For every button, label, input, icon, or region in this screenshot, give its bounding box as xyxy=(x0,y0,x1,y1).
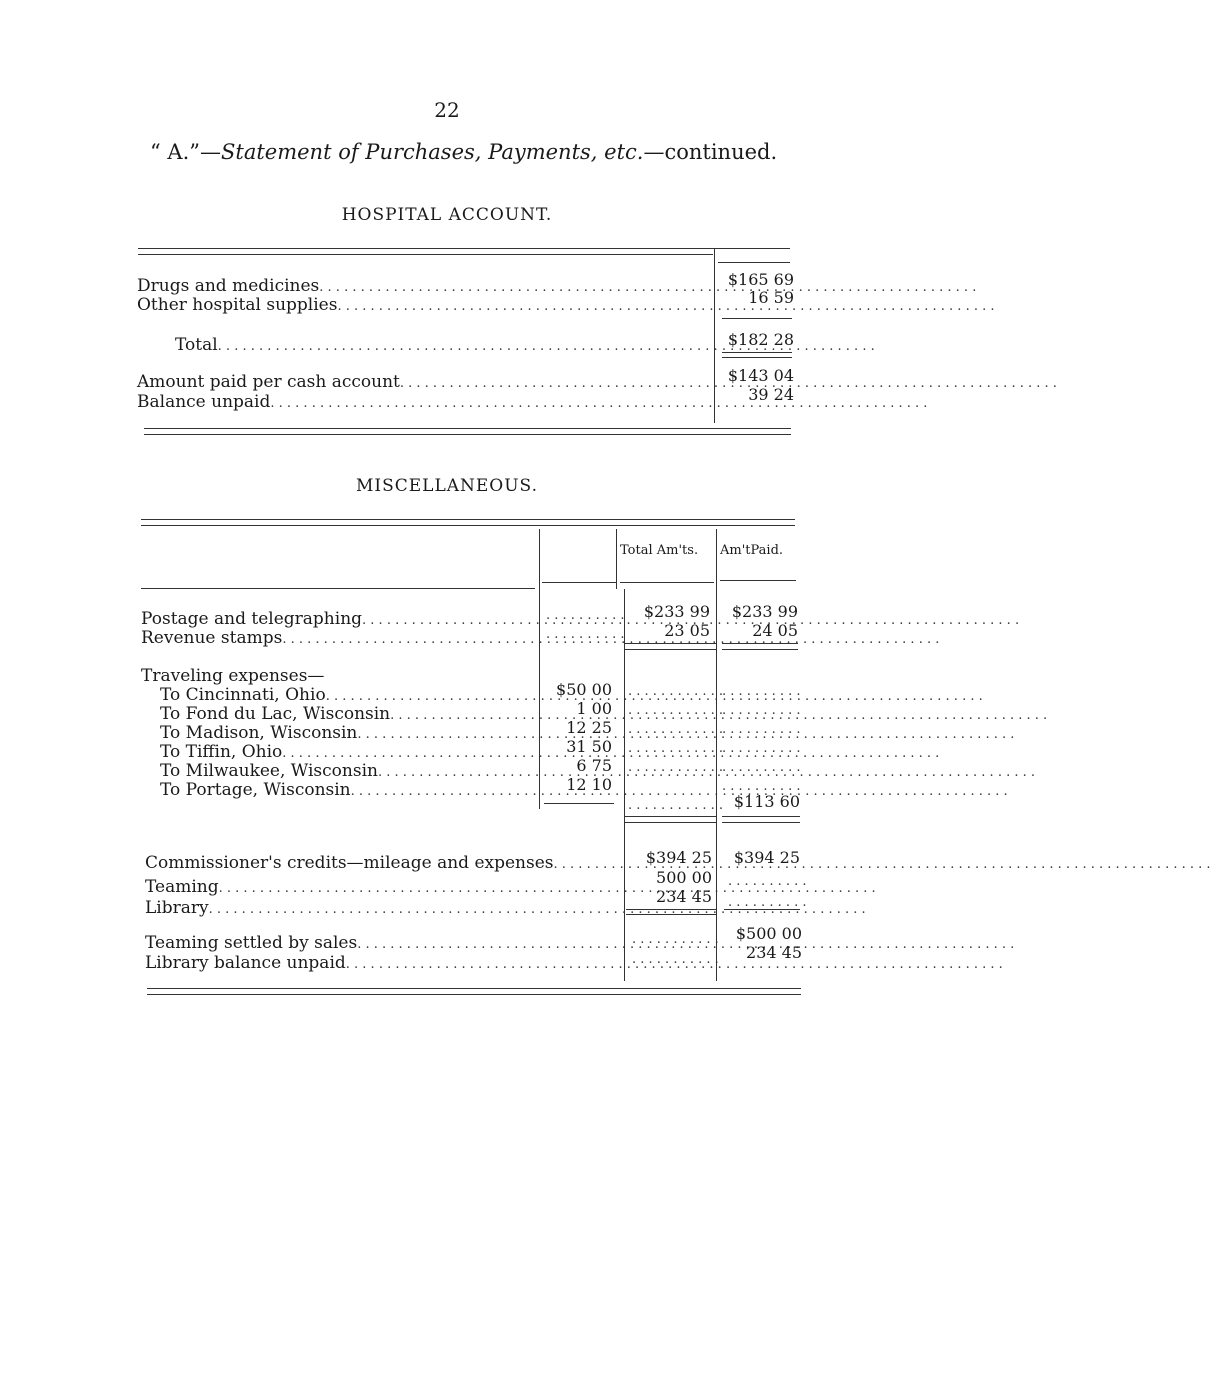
travel-amount: 12 25 xyxy=(566,718,612,737)
empty-cell: . . . . . . . . . . xyxy=(728,874,807,889)
travel-amount: 31 50 xyxy=(566,737,612,756)
empty-cell: . . . . . . . . . . . xyxy=(632,932,719,947)
rule xyxy=(147,994,801,995)
page-heading xyxy=(150,140,777,164)
rule xyxy=(722,352,792,353)
empty-cell: . . . . . . . . . . xyxy=(722,779,801,794)
rule xyxy=(138,248,790,249)
page-number: 22 xyxy=(434,98,460,122)
empty-cell: . . . . . . . . . . xyxy=(722,684,801,699)
hospital-amount: 16 59 xyxy=(748,288,794,307)
col-header-paid: Am'tPaid. xyxy=(720,543,784,558)
misc-total: $394 25 xyxy=(645,848,712,867)
misc-row: Teaming . . . xyxy=(145,878,620,898)
rule xyxy=(624,816,716,817)
rule xyxy=(624,649,716,650)
empty-cell: . . . . . . . . . . . . xyxy=(628,722,724,737)
rule xyxy=(626,914,716,915)
rule xyxy=(624,822,716,823)
misc-row: Teaming settled by sales . . . xyxy=(145,934,620,954)
hospital-total-row: Total . . . xyxy=(175,336,709,356)
travel-item: To Milwaukee, Wisconsin . . . xyxy=(160,762,537,782)
empty-cell: . . . . . . . . . . . . xyxy=(628,741,724,756)
hospital-amount: $165 69 xyxy=(727,270,794,289)
rule xyxy=(144,434,791,435)
rule xyxy=(722,649,798,650)
rule xyxy=(626,909,716,910)
rule xyxy=(722,318,792,319)
misc-paid: $394 25 xyxy=(733,848,800,867)
travel-item: To Fond du Lac, Wisconsin . . . xyxy=(160,705,537,725)
rule xyxy=(724,909,800,910)
rule xyxy=(722,357,792,358)
heading-prefix: “ A.”— xyxy=(150,140,221,164)
rule xyxy=(138,254,713,255)
hospital-row: Balance unpaid . . . xyxy=(137,393,709,413)
misc-row: Commissioner's credits—mileage and expenses . . . xyxy=(145,854,620,874)
rule xyxy=(718,262,790,263)
hospital-amount: 39 24 xyxy=(748,385,794,404)
misc-row: Postage and telegraphing . . . xyxy=(141,610,537,630)
hospital-amount: $143 04 xyxy=(727,366,794,385)
misc-title: MISCELLANEOUS. xyxy=(355,476,539,496)
empty-cell: . . . . . . . . . . xyxy=(546,627,625,642)
rule xyxy=(141,525,795,526)
misc-total: $233 99 xyxy=(643,602,710,621)
empty-cell: . . . . . . . . . . xyxy=(722,722,801,737)
rule xyxy=(722,822,800,823)
misc-total: 23 05 xyxy=(664,621,710,640)
empty-cell: . . . . . . . . . . . . xyxy=(628,760,724,775)
empty-cell: . . . . . . . . . . xyxy=(722,741,801,756)
rule xyxy=(144,428,791,429)
rule xyxy=(544,803,614,804)
rule xyxy=(542,582,616,583)
travel-heading: Traveling expenses— xyxy=(141,666,325,686)
empty-cell: . . . . . . . . . . xyxy=(546,608,625,623)
hospital-row: Other hospital supplies . . . xyxy=(137,296,709,316)
hospital-total-amount: $182 28 xyxy=(727,330,794,349)
misc-total: 234 45 xyxy=(656,887,712,906)
misc-total: 500 00 xyxy=(656,868,712,887)
travel-item: To Tiffin, Ohio . . . xyxy=(160,743,537,763)
empty-cell: . . . . . . . . . . . . xyxy=(628,703,724,718)
travel-item: To Madison, Wisconsin . . . xyxy=(160,724,537,744)
column-divider xyxy=(616,529,617,589)
misc-paid: $500 00 xyxy=(735,924,802,943)
travel-amount: 12 10 xyxy=(566,775,612,794)
misc-row: Library balance unpaid . . . xyxy=(145,954,620,974)
misc-paid: 24 05 xyxy=(752,621,798,640)
misc-paid: $233 99 xyxy=(731,602,798,621)
travel-paid-total: $113 60 xyxy=(733,792,800,811)
empty-cell: . . . . . . . . . . xyxy=(722,760,801,775)
rule xyxy=(141,588,535,589)
rule xyxy=(147,988,801,989)
rule xyxy=(722,816,800,817)
travel-amount: 6 75 xyxy=(576,756,612,775)
col-header-total: Total Am'ts. xyxy=(620,543,699,558)
hospital-row: Drugs and medicines . . . xyxy=(137,277,709,297)
misc-row: Library . . . xyxy=(145,899,620,919)
rule xyxy=(141,519,795,520)
heading-italic-b: of Purchases, Payments, etc. xyxy=(338,140,644,164)
rule xyxy=(620,582,714,583)
empty-cell: . . . . . . . . . . . xyxy=(632,952,719,967)
empty-cell: . . . . . . . . . . xyxy=(722,703,801,718)
travel-amount: $50 00 xyxy=(556,680,612,699)
travel-item: To Cincinnati, Ohio . . . xyxy=(160,686,537,706)
rule xyxy=(722,643,798,644)
misc-paid: 234 45 xyxy=(746,943,802,962)
empty-cell: . . . . . . . . . . . . xyxy=(628,684,724,699)
hospital-title: HOSPITAL ACCOUNT. xyxy=(341,205,553,225)
hospital-row: Amount paid per cash account . . . xyxy=(137,373,709,393)
travel-amount: 1 00 xyxy=(576,699,612,718)
misc-row: Revenue stamps . . . xyxy=(141,629,537,649)
empty-cell: . . . . . . . . . . xyxy=(728,895,807,910)
heading-italic-a: Statement xyxy=(221,140,332,164)
travel-item: To Portage, Wisconsin . . . xyxy=(160,781,537,801)
empty-cell: . . . . . . . . . . . . xyxy=(628,798,724,813)
rule xyxy=(624,643,716,644)
heading-suffix: —continued. xyxy=(643,140,778,164)
rule xyxy=(720,580,796,581)
